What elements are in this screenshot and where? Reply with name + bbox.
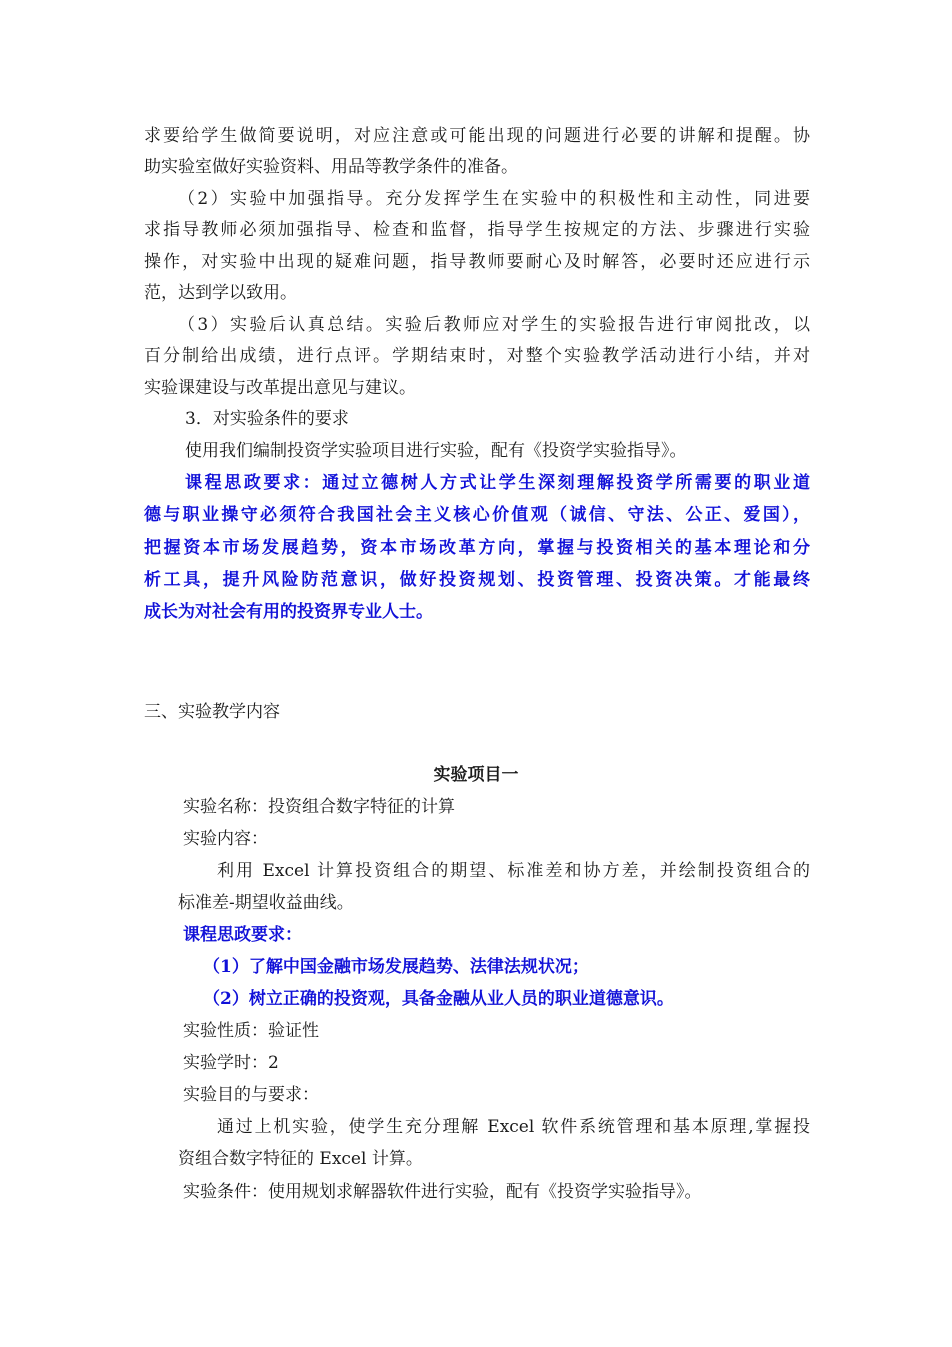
ideology-line-4: 析工具，提升风险防范意识，做好投资规划、投资管理、投资决策。才能最终: [144, 570, 810, 590]
purpose-label: 实验目的与要求：: [183, 1085, 319, 1105]
content-label: 实验内容：: [183, 829, 268, 849]
item2-line-4: 范，达到学以致用。: [144, 283, 297, 303]
req3-heading: 3．对实验条件的要求: [185, 409, 349, 429]
item2-line-1: （2）实验中加强指导。充分发挥学生在实验中的积极性和主动性，同进要: [178, 189, 810, 209]
req3-text: 使用我们编制投资学实验项目进行实验，配有《投资学实验指导》。: [185, 441, 687, 461]
experiment-name: 实验名称：投资组合数字特征的计算: [183, 797, 455, 817]
project-title: 实验项目一: [433, 765, 519, 785]
experiment-hours: 实验学时：2: [183, 1053, 279, 1073]
content-line-1: 利用 Excel 计算投资组合的期望、标准差和协方差，并绘制投资组合的: [217, 861, 810, 881]
section-heading: 三、实验教学内容: [144, 702, 280, 722]
ideology-line-1: 课程思政要求：通过立德树人方式让学生深刻理解投资学所需要的职业道: [185, 473, 810, 493]
purpose-line-2: 资组合数字特征的 Excel 计算。: [178, 1149, 423, 1169]
item2-line-2: 求指导教师必须加强指导、检查和监督，指导学生按规定的方法、步骤进行实验: [144, 220, 810, 240]
experiment-conditions: 实验条件：使用规划求解器软件进行实验，配有《投资学实验指导》。: [183, 1182, 702, 1202]
ideology-item-1: （1）了解中国金融市场发展趋势、法律法规状况；: [203, 957, 589, 977]
experiment-nature: 实验性质：验证性: [183, 1021, 319, 1041]
intro-line-1: 求要给学生做简要说明，对应注意或可能出现的问题进行必要的讲解和提醒。协: [144, 126, 810, 146]
ideology-line-5: 成长为对社会有用的投资界专业人士。: [144, 602, 433, 622]
ideology-line-3: 把握资本市场发展趋势，资本市场改革方向，掌握与投资相关的基本理论和分: [144, 538, 810, 558]
ideology-label: 课程思政要求：: [183, 925, 302, 945]
purpose-line-1: 通过上机实验，使学生充分理解 Excel 软件系统管理和基本原理,掌握投: [217, 1117, 810, 1137]
item3-line-1: （3）实验后认真总结。实验后教师应对学生的实验报告进行审阅批改，以: [178, 315, 810, 335]
ideology-line-2: 德与职业操守必须符合我国社会主义核心价值观（诚信、守法、公正、爱国），: [144, 505, 810, 525]
item3-line-2: 百分制给出成绩，进行点评。学期结束时，对整个实验教学活动进行小结，并对: [144, 346, 810, 366]
content-line-2: 标准差-期望收益曲线。: [178, 893, 354, 913]
item2-line-3: 操作，对实验中出现的疑难问题，指导教师要耐心及时解答，必要时还应进行示: [144, 252, 810, 272]
ideology-item-2: （2）树立正确的投资观，具备金融从业人员的职业道德意识。: [203, 989, 674, 1009]
item3-line-3: 实验课建设与改革提出意见与建议。: [144, 378, 416, 398]
intro-line-2: 助实验室做好实验资料、用品等教学条件的准备。: [144, 157, 518, 177]
